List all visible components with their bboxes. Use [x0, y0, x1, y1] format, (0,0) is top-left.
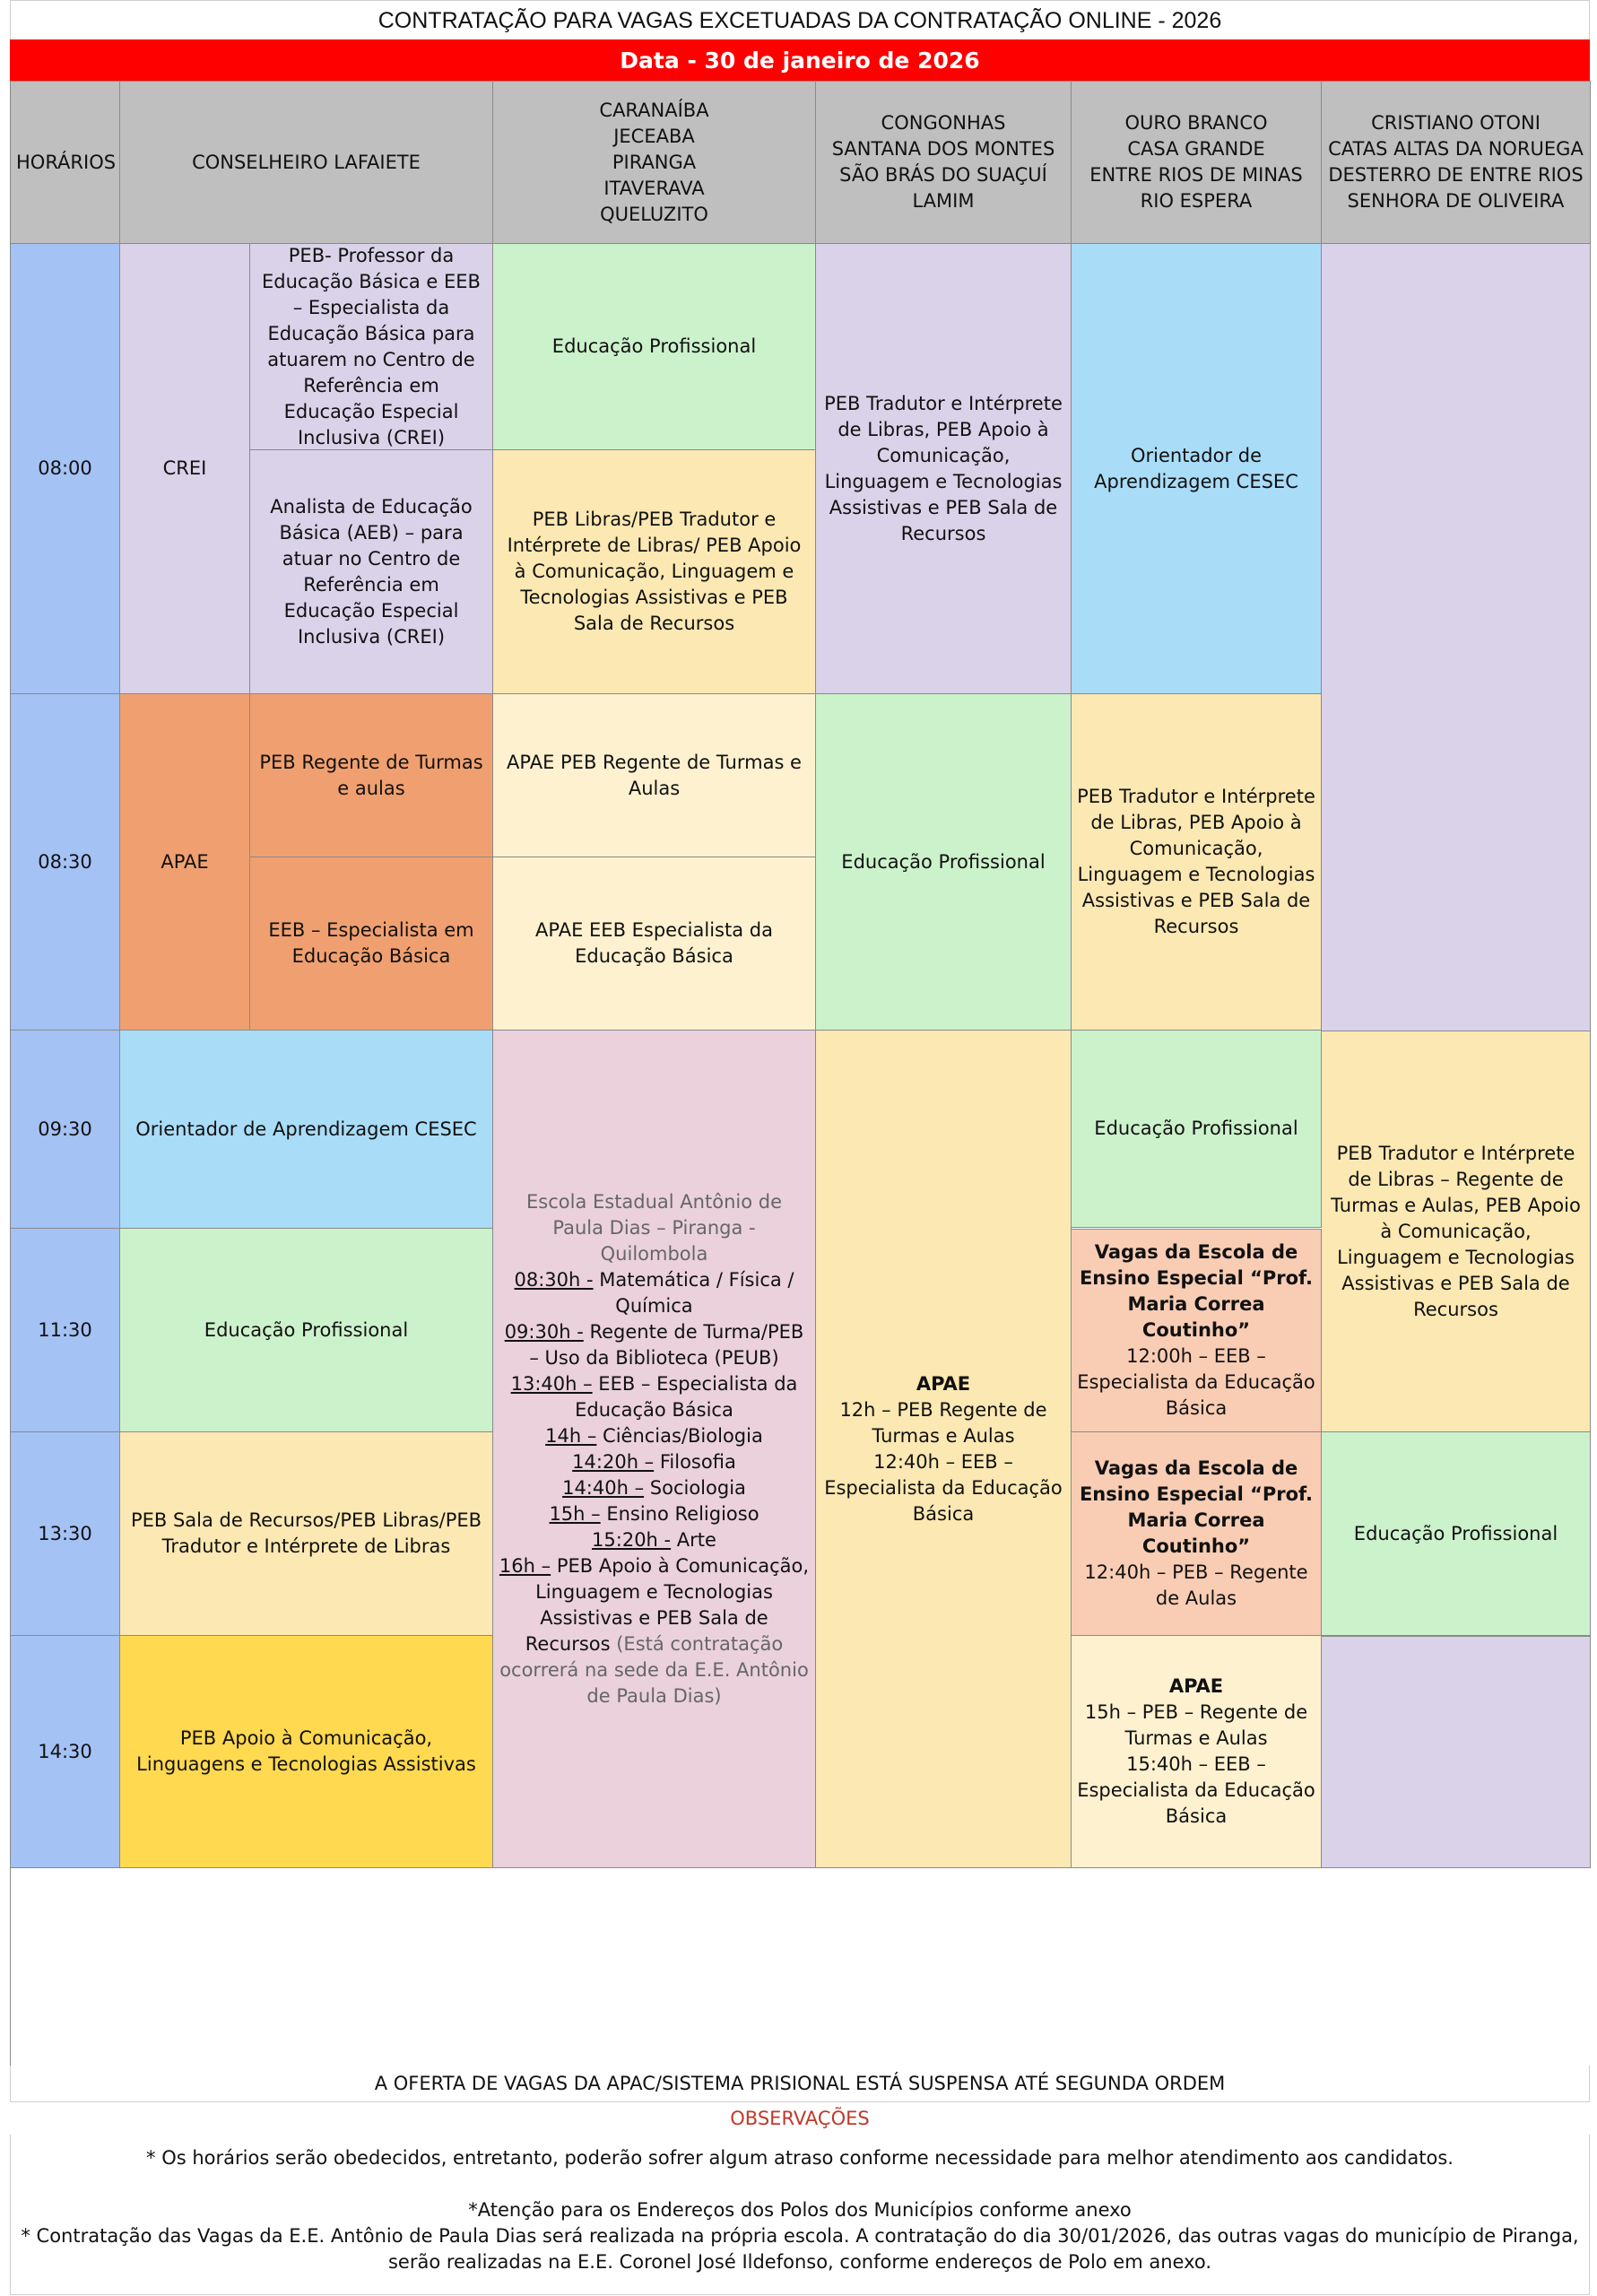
header-city: QUELUZITO — [600, 203, 708, 225]
header-city: SANTANA DOS MONTES — [831, 138, 1055, 160]
ouro-branco-libras-cell: PEB Tradutor e Intérprete de Libras, PEB Apoio à Comunicação, Linguagem e Tecnologias Assistivas e PEB Sala de Recursos — [1072, 694, 1322, 1031]
header-city: ENTRE RIOS DE MINAS — [1089, 164, 1303, 186]
header-city: JECEABA — [613, 125, 695, 147]
header-horarios: HORÁRIOS — [11, 82, 120, 244]
piranga-item: 13:40h – EEB – Especialista da Educação Básica — [510, 1372, 798, 1421]
header-polo-ouro-branco — [1072, 82, 1322, 244]
lafaiete-apoio-comunicacao-cell: PEB Apoio à Comunicação, Linguagens e Tecnologias Assistivas — [120, 1636, 493, 1868]
lafaiete-sala-recursos-cell: PEB Sala de Recursos/PEB Libras/PEB Tradutor e Intérprete de Libras — [120, 1432, 493, 1636]
congonhas-educacao-profissional-cell: Educação Profissional — [816, 694, 1072, 1031]
header-city: PIRANGA — [612, 151, 697, 173]
caranaiba-apae-eeb-cell: APAE EEB Especialista da Educação Básica — [493, 857, 816, 1031]
piranga-item: 14h – Ciências/Biologia — [545, 1424, 763, 1447]
piranga-item: 15h – Ensino Religioso — [549, 1502, 759, 1525]
header-city: LAMIM — [912, 190, 975, 212]
crei-peb-eeb-cell: PEB- Professor da Educação Básica e EEB – Especialista da Educação Básica para atuarem no Centro de Referência em Educação Especial Inclusiva (CREI) — [250, 244, 493, 450]
header-conselheiro-lafaiete: CONSELHEIRO LAFAIETE — [120, 82, 493, 244]
date-banner: Data - 30 de janeiro de 2026 — [10, 39, 1590, 81]
caranaiba-libras-cell: PEB Libras/PEB Tradutor e Intérprete de Libras/ PEB Apoio à Comunicação, Linguagem e Tecnologias Assistivas e PEB Sala de Recursos — [493, 450, 816, 694]
apae-line: 12:40h – EEB – Especialista da Educação Básica — [824, 1450, 1063, 1525]
piranga-item: 16h – PEB Apoio à Comunicação, Linguagem e Tecnologias Assistivas e PEB Sala de Recursos (Está contratação ocorrerá na sede da E.E. Antônio de Paula Dias) — [499, 1554, 810, 1707]
lafaiete-educacao-profissional-cell: Educação Profissional — [120, 1229, 493, 1432]
vagas-title: Vagas da Escola de Ensino Especial “Prof. Maria Correa Coutinho” — [1079, 1241, 1314, 1341]
time-0930: 09:30 — [11, 1031, 120, 1229]
piranga-item: 14:40h – Sociologia — [562, 1476, 746, 1499]
vagas-title: Vagas da Escola de Ensino Especial “Prof. Maria Correa Coutinho” — [1079, 1457, 1314, 1557]
cristiano-otoni-empty-cell-bottom — [1322, 1636, 1591, 1868]
piranga-intro: Escola Estadual Antônio de Paula Dias – Piranga - Quilombola — [526, 1190, 782, 1265]
observacao-enderecos: *Atenção para os Endereços dos Polos dos Municípios conforme anexo — [468, 2199, 1132, 2221]
header-city: OURO BRANCO — [1124, 112, 1268, 134]
header-polo-congonhas — [816, 82, 1072, 244]
observacao-piranga: * Contratação das Vagas da E.E. Antônio de Paula Dias será realizada na própria escola. A contratação do dia 30/01/2026, das outras vagas do município de Piranga, serão realizadas na E.E. Coronel José Ildefonso, conforme endereços de Polo em anexo. — [21, 2225, 1579, 2273]
cristiano-otoni-educacao-profissional-cell: Educação Profissional — [1322, 1432, 1591, 1636]
page-title: CONTRATAÇÃO PARA VAGAS EXCETUADAS DA CONTRATAÇÃO ONLINE - 2026 — [10, 0, 1590, 41]
header-city: CONGONHAS — [881, 112, 1006, 134]
ouro-branco-cesec-cell: Orientador de Aprendizagem CESEC — [1072, 244, 1322, 694]
header-city: ITAVERAVA — [603, 177, 705, 199]
apae-line: 15:40h – EEB – Especialista da Educação Básica — [1077, 1753, 1315, 1827]
piranga-school-cell — [493, 1031, 816, 1868]
header-polo-cristiano-otoni — [1322, 82, 1591, 244]
ouro-branco-apae-cell — [1072, 1636, 1322, 1868]
piranga-item: 15:20h - Arte — [592, 1528, 716, 1551]
header-city: CRISTIANO OTONI — [1371, 112, 1541, 134]
apae-title: APAE — [1168, 1675, 1224, 1697]
piranga-note: (Está contratação ocorrerá na sede da E.E. Antônio de Paula Dias) — [499, 1632, 809, 1707]
header-city: SÃO BRÁS DO SUAÇUÍ — [839, 164, 1047, 186]
observacao-horarios: * Os horários serão obedecidos, entretanto, poderão sofrer algum atraso conforme necessidade para melhor atendimento aos candidatos. — [146, 2147, 1454, 2169]
apae-line: 12h – PEB Regente de Turmas e Aulas — [839, 1398, 1047, 1447]
piranga-item: 09:30h - Regente de Turma/PEB – Uso da Biblioteca (PEUB) — [504, 1320, 804, 1369]
header-city: SENHORA DE OLIVEIRA — [1347, 190, 1565, 212]
ouro-branco-educacao-profissional-cell: Educação Profissional — [1072, 1031, 1322, 1228]
apae-line: 15h – PEB – Regente de Turmas e Aulas — [1084, 1701, 1308, 1749]
header-city: CARANAÍBA — [599, 99, 709, 121]
cristiano-otoni-libras-cell: PEB Tradutor e Intérprete de Libras – Regente de Turmas e Aulas, PEB Apoio à Comunicação, Linguagem e Tecnologias Assistivas e PEB Sala de Recursos — [1322, 1031, 1591, 1432]
crei-label: CREI — [120, 244, 250, 694]
ouro-branco-vagas-regente-cell — [1072, 1432, 1322, 1636]
time-0800: 08:00 — [11, 244, 120, 694]
apae-label: APAE — [120, 694, 250, 1031]
header-city: DESTERRO DE ENTRE RIOS — [1328, 164, 1584, 186]
schedule-table — [10, 81, 1591, 2066]
piranga-item: 14:20h – Filosofia — [572, 1450, 736, 1473]
congonhas-libras-cell: PEB Tradutor e Intérprete de Libras, PEB Apoio à Comunicação, Linguagem e Tecnologias Assistivas e PEB Sala de Recursos — [816, 244, 1072, 694]
observacoes-title: OBSERVAÇÕES — [730, 2108, 870, 2129]
header-polo-caranaiba — [493, 82, 816, 244]
crei-aeb-cell: Analista de Educação Básica (AEB) – para atuar no Centro de Referência em Educação Especial Inclusiva (CREI) — [250, 450, 493, 694]
caranaiba-educacao-profissional-cell: Educação Profissional — [493, 244, 816, 450]
apac-suspensa-notice: A OFERTA DE VAGAS DA APAC/SISTEMA PRISIONAL ESTÁ SUSPENSA ATÉ SEGUNDA ORDEM — [10, 2066, 1590, 2102]
header-city: CATAS ALTAS DA NORUEGA — [1328, 138, 1584, 160]
congonhas-apae-cell — [816, 1031, 1072, 1868]
time-1430: 14:30 — [11, 1636, 120, 1868]
header-city: RIO ESPERA — [1140, 190, 1253, 212]
apae-eeb-cell: EEB – Especialista em Educação Básica — [250, 857, 493, 1031]
vagas-line: 12:40h – PEB – Regente de Aulas — [1084, 1561, 1308, 1609]
apae-title: APAE — [916, 1372, 971, 1395]
observacoes-section — [10, 2135, 1590, 2295]
lafaiete-cesec-cell: Orientador de Aprendizagem CESEC — [120, 1031, 493, 1229]
ouro-branco-vagas-especialista-cell — [1072, 1229, 1322, 1432]
time-0830: 08:30 — [11, 694, 120, 1031]
time-1130: 11:30 — [11, 1229, 120, 1432]
piranga-item: 08:30h - Matemática / Física / Química — [514, 1268, 794, 1317]
caranaiba-apae-peb-cell: APAE PEB Regente de Turmas e Aulas — [493, 694, 816, 857]
vagas-line: 12:00h – EEB – Especialista da Educação Básica — [1077, 1345, 1315, 1419]
time-1330: 13:30 — [11, 1432, 120, 1636]
header-city: CASA GRANDE — [1127, 138, 1265, 160]
apae-peb-cell: PEB Regente de Turmas e aulas — [250, 694, 493, 857]
